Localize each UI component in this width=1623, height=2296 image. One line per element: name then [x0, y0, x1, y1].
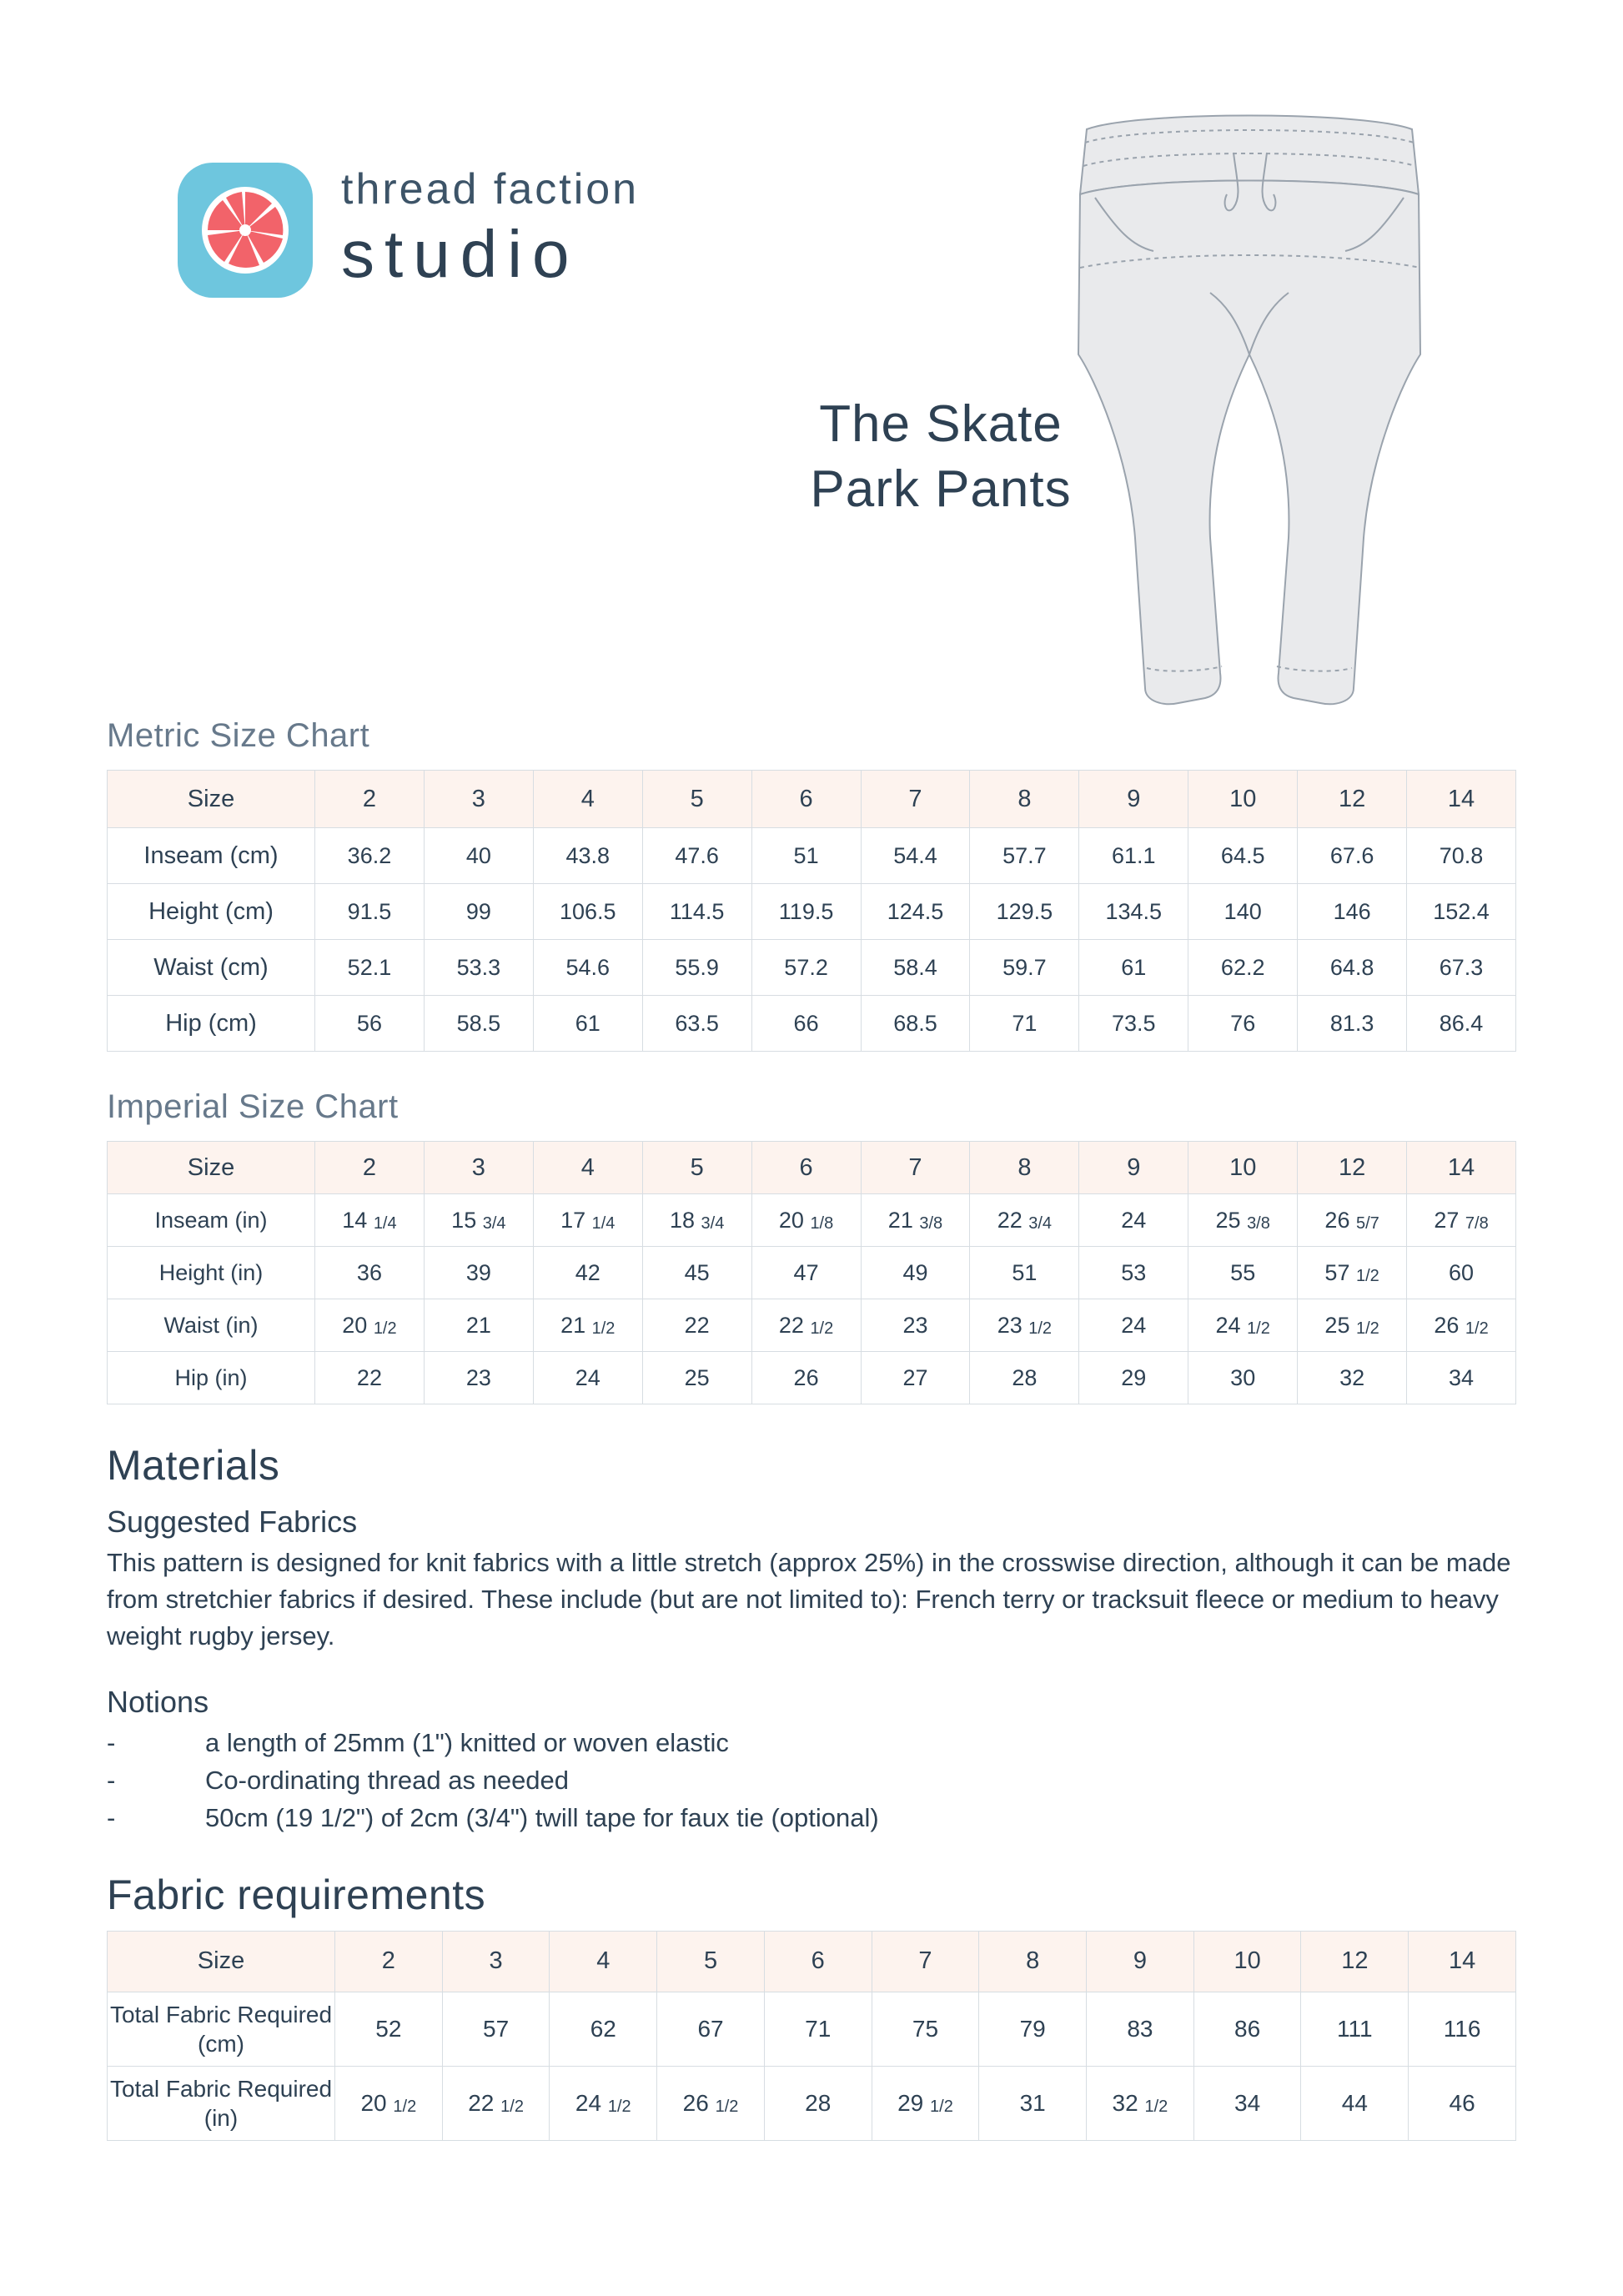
column-header: 10: [1188, 771, 1298, 828]
fabric-requirements-heading: Fabric requirements: [107, 1871, 486, 1918]
table-row: [108, 996, 1516, 1052]
table-cell: 55.9: [642, 940, 751, 996]
table-cell: 29 1/2: [872, 2066, 979, 2140]
suggested-fabrics-text: This pattern is designed for knit fabrics with a little stretch (approx 25%) in the crosswise direction, although it can be made from stretchier fabrics if desired. These include (but are not limited to): French terry or tracksuit fleece or medium to heavy weight rugby jersey.: [107, 1548, 1511, 1651]
table-row: [108, 940, 1516, 996]
table-cell: 116: [1409, 1992, 1516, 2066]
table-cell: 111: [1301, 1992, 1409, 2066]
notion-text: a length of 25mm (1") knitted or woven elastic: [205, 1728, 729, 1758]
table-cell: 86.4: [1407, 996, 1516, 1052]
column-header: 8: [970, 771, 1079, 828]
row-label: Waist (in): [108, 1299, 315, 1352]
table-cell: 21 1/2: [533, 1299, 642, 1352]
table-cell: 79: [979, 1992, 1087, 2066]
column-header: 4: [550, 1931, 657, 1992]
table-cell: 81.3: [1298, 996, 1407, 1052]
column-header: 6: [751, 1142, 861, 1194]
column-header: 4: [533, 771, 642, 828]
document-header: [107, 0, 1516, 518]
table-cell: 58.5: [424, 996, 533, 1052]
table-cell: 57 1/2: [1298, 1247, 1407, 1299]
column-header: 4: [533, 1142, 642, 1194]
table-header-row: [108, 1142, 1516, 1194]
notion-text: 50cm (19 1/2") of 2cm (3/4") twill tape for faux tie (optional): [205, 1802, 879, 1832]
table-cell: 24: [533, 1352, 642, 1404]
table-cell: 20 1/2: [315, 1299, 425, 1352]
table-cell: 53: [1079, 1247, 1188, 1299]
table-cell: 76: [1188, 996, 1298, 1052]
table-cell: 54.4: [861, 828, 970, 884]
row-label: Height (cm): [108, 884, 315, 940]
list-item: [107, 1725, 1516, 1762]
table-cell: 73.5: [1079, 996, 1188, 1052]
table-cell: 67.6: [1298, 828, 1407, 884]
table-cell: 42: [533, 1247, 642, 1299]
row-label: Height (in): [108, 1247, 315, 1299]
column-header: 12: [1301, 1931, 1409, 1992]
table-row: [108, 1247, 1516, 1299]
table-cell: 25: [642, 1352, 751, 1404]
table-cell: 34: [1407, 1352, 1516, 1404]
table-cell: 75: [872, 1992, 979, 2066]
column-header: Size: [108, 1142, 315, 1194]
table-cell: 83: [1087, 1992, 1194, 2066]
table-cell: 67: [657, 1992, 765, 2066]
row-label: Hip (in): [108, 1352, 315, 1404]
table-cell: 21 3/8: [861, 1194, 970, 1247]
table-cell: 23 1/2: [970, 1299, 1079, 1352]
table-cell: 14 1/4: [315, 1194, 425, 1247]
table-cell: 58.4: [861, 940, 970, 996]
bullet-dash: -: [107, 1765, 116, 1795]
table-cell: 26: [751, 1352, 861, 1404]
table-cell: 62: [550, 1992, 657, 2066]
table-cell: 68.5: [861, 996, 970, 1052]
table-cell: 24 1/2: [550, 2066, 657, 2140]
table-cell: 51: [751, 828, 861, 884]
fabric-requirements-table: [107, 1931, 1516, 2141]
table-cell: 32 1/2: [1087, 2066, 1194, 2140]
page-title-line1: The Skate: [819, 395, 1063, 453]
metric-size-chart-block: [107, 717, 1516, 1052]
table-cell: 53.3: [424, 940, 533, 996]
table-cell: 27: [861, 1352, 970, 1404]
column-header: 7: [872, 1931, 979, 1992]
table-cell: 20 1/2: [335, 2066, 443, 2140]
notions-heading: Notions: [107, 1685, 209, 1720]
table-header-row: [108, 771, 1516, 828]
table-cell: 57: [442, 1992, 550, 2066]
column-header: Size: [108, 1931, 335, 1992]
column-header: 9: [1087, 1931, 1194, 1992]
brand-name-line2: studio: [341, 217, 580, 291]
table-cell: 152.4: [1407, 884, 1516, 940]
column-header: 9: [1079, 1142, 1188, 1194]
table-cell: 64.8: [1298, 940, 1407, 996]
materials-section: [107, 1441, 1516, 1837]
table-cell: 51: [970, 1247, 1079, 1299]
table-cell: 70.8: [1407, 828, 1516, 884]
table-cell: 22 3/4: [970, 1194, 1079, 1247]
table-cell: 22 1/2: [751, 1299, 861, 1352]
table-cell: 86: [1193, 1992, 1301, 2066]
table-cell: 24: [1079, 1194, 1188, 1247]
table-cell: 44: [1301, 2066, 1409, 2140]
table-cell: 114.5: [642, 884, 751, 940]
table-cell: 56: [315, 996, 425, 1052]
pants-illustration: [1070, 104, 1429, 738]
table-cell: 43.8: [533, 828, 642, 884]
table-cell: 61: [533, 996, 642, 1052]
page-title-line2: Park Pants: [810, 460, 1072, 518]
metric-size-table: [107, 770, 1516, 1052]
column-header: 6: [764, 1931, 872, 1992]
table-cell: 63.5: [642, 996, 751, 1052]
table-cell: 146: [1298, 884, 1407, 940]
row-label: Total Fabric Required (cm): [108, 1992, 335, 2066]
column-header: 14: [1407, 771, 1516, 828]
bullet-dash: -: [107, 1728, 116, 1758]
citrus-slice-icon: [178, 163, 313, 298]
row-label: Waist (cm): [108, 940, 315, 996]
row-label: Hip (cm): [108, 996, 315, 1052]
table-cell: 129.5: [970, 884, 1079, 940]
column-header: 6: [751, 771, 861, 828]
table-row: [108, 1352, 1516, 1404]
table-row: [108, 828, 1516, 884]
table-cell: 15 3/4: [424, 1194, 533, 1247]
row-label: Total Fabric Required (in): [108, 2066, 335, 2140]
table-cell: 23: [861, 1299, 970, 1352]
table-cell: 46: [1409, 2066, 1516, 2140]
table-cell: 64.5: [1188, 828, 1298, 884]
table-row: [108, 1194, 1516, 1247]
column-header: 5: [642, 771, 751, 828]
table-cell: 22: [315, 1352, 425, 1404]
table-cell: 45: [642, 1247, 751, 1299]
table-cell: 28: [764, 2066, 872, 2140]
column-header: 8: [970, 1142, 1079, 1194]
table-cell: 54.6: [533, 940, 642, 996]
table-cell: 59.7: [970, 940, 1079, 996]
column-header: 10: [1188, 1142, 1298, 1194]
table-cell: 18 3/4: [642, 1194, 751, 1247]
column-header: 14: [1407, 1142, 1516, 1194]
table-cell: 31: [979, 2066, 1087, 2140]
table-cell: 36.2: [315, 828, 425, 884]
table-cell: 52: [335, 1992, 443, 2066]
column-header: 3: [442, 1931, 550, 1992]
table-cell: 20 1/8: [751, 1194, 861, 1247]
table-cell: 17 1/4: [533, 1194, 642, 1247]
column-header: 5: [657, 1931, 765, 1992]
table-cell: 47.6: [642, 828, 751, 884]
table-cell: 61: [1079, 940, 1188, 996]
column-header: 12: [1298, 771, 1407, 828]
column-header: 12: [1298, 1142, 1407, 1194]
materials-heading: Materials: [107, 1442, 280, 1489]
table-cell: 60: [1407, 1247, 1516, 1299]
table-cell: 24 1/2: [1188, 1299, 1298, 1352]
table-cell: 25 3/8: [1188, 1194, 1298, 1247]
table-row: [108, 1992, 1516, 2066]
table-cell: 21: [424, 1299, 533, 1352]
fabric-requirements-block: [107, 1871, 1516, 2141]
table-cell: 62.2: [1188, 940, 1298, 996]
table-cell: 39: [424, 1247, 533, 1299]
column-header: 7: [861, 771, 970, 828]
table-cell: 91.5: [315, 884, 425, 940]
imperial-size-chart-block: [107, 1088, 1516, 1404]
column-header: 2: [315, 1142, 425, 1194]
column-header: 7: [861, 1142, 970, 1194]
table-cell: 22: [642, 1299, 751, 1352]
table-cell: 32: [1298, 1352, 1407, 1404]
table-cell: 55: [1188, 1247, 1298, 1299]
table-cell: 40: [424, 828, 533, 884]
column-header: 5: [642, 1142, 751, 1194]
table-cell: 36: [315, 1247, 425, 1299]
column-header: Size: [108, 771, 315, 828]
list-item: [107, 1762, 1516, 1800]
column-header: 8: [979, 1931, 1087, 1992]
column-header: 3: [424, 1142, 533, 1194]
table-cell: 27 7/8: [1407, 1194, 1516, 1247]
brand-name-line1: thread faction: [341, 165, 640, 214]
table-row: [108, 1299, 1516, 1352]
row-label: Inseam (cm): [108, 828, 315, 884]
table-cell: 23: [424, 1352, 533, 1404]
suggested-fabrics-heading: Suggested Fabrics: [107, 1505, 358, 1539]
brand-logo: [178, 163, 639, 298]
table-cell: 24: [1079, 1299, 1188, 1352]
notion-text: Co-ordinating thread as needed: [205, 1765, 570, 1795]
table-cell: 34: [1193, 2066, 1301, 2140]
table-cell: 57.7: [970, 828, 1079, 884]
table-cell: 99: [424, 884, 533, 940]
table-cell: 71: [764, 1992, 872, 2066]
table-cell: 25 1/2: [1298, 1299, 1407, 1352]
table-cell: 124.5: [861, 884, 970, 940]
table-cell: 29: [1079, 1352, 1188, 1404]
imperial-size-table: [107, 1141, 1516, 1404]
table-cell: 52.1: [315, 940, 425, 996]
table-cell: 134.5: [1079, 884, 1188, 940]
table-cell: 47: [751, 1247, 861, 1299]
table-cell: 26 5/7: [1298, 1194, 1407, 1247]
table-cell: 57.2: [751, 940, 861, 996]
table-row: [108, 884, 1516, 940]
table-cell: 106.5: [533, 884, 642, 940]
column-header: 10: [1193, 1931, 1301, 1992]
list-item: [107, 1800, 1516, 1837]
table-cell: 61.1: [1079, 828, 1188, 884]
table-cell: 71: [970, 996, 1079, 1052]
table-row: [108, 2066, 1516, 2140]
column-header: 3: [424, 771, 533, 828]
table-cell: 67.3: [1407, 940, 1516, 996]
table-cell: 30: [1188, 1352, 1298, 1404]
row-label: Inseam (in): [108, 1194, 315, 1247]
table-header-row: [108, 1931, 1516, 1992]
column-header: 2: [335, 1931, 443, 1992]
table-cell: 22 1/2: [442, 2066, 550, 2140]
table-cell: 66: [751, 996, 861, 1052]
imperial-heading: Imperial Size Chart: [107, 1088, 399, 1125]
column-header: 14: [1409, 1931, 1516, 1992]
table-cell: 119.5: [751, 884, 861, 940]
table-cell: 26 1/2: [657, 2066, 765, 2140]
table-cell: 140: [1188, 884, 1298, 940]
table-cell: 26 1/2: [1407, 1299, 1516, 1352]
metric-heading: Metric Size Chart: [107, 717, 370, 754]
column-header: 9: [1079, 771, 1188, 828]
table-cell: 49: [861, 1247, 970, 1299]
bullet-dash: -: [107, 1802, 116, 1832]
column-header: 2: [315, 771, 425, 828]
table-cell: 28: [970, 1352, 1079, 1404]
